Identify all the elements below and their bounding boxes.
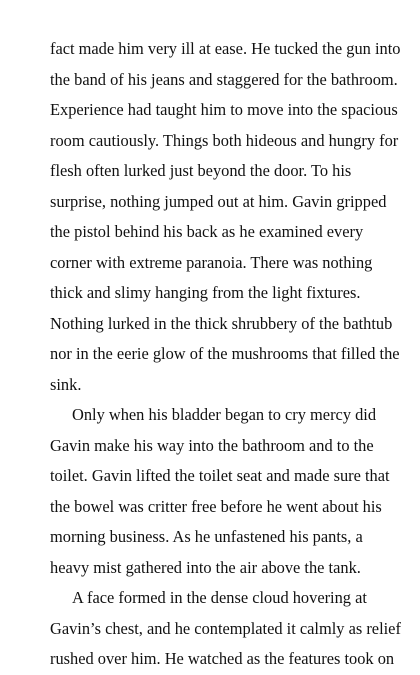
text-line: the bowel was critter free before he went about his <box>50 496 382 516</box>
text-line: surprise, nothing jumped out at him. Gavin gripped <box>50 191 387 211</box>
text-line: sink. <box>50 374 82 394</box>
text-line-indented: A face formed in the dense cloud hovering at <box>72 588 367 607</box>
text-line: Experience had taught him to move into the spacious <box>50 100 398 119</box>
text-line: Nothing lurked in the thick shrubbery of the bathtub <box>50 313 393 333</box>
text-line: corner with extreme paranoia. There was nothing <box>50 252 373 272</box>
text-line: Gavin’s chest, and he contemplated it calmly as relief <box>50 618 401 638</box>
text-line: thick and slimy hanging from the light fixtures. <box>50 283 361 302</box>
text-line: the band of his jeans and staggered for the bathroom. <box>50 69 398 89</box>
text-line: morning business. As he unfastened his pants, a <box>50 527 363 546</box>
text-line-indented: Only when his bladder began to cry mercy did <box>72 405 377 424</box>
text-line: toilet. Gavin lifted the toilet seat and made sure that <box>50 466 390 485</box>
text-line: heavy mist gathered into the air above the tank. <box>50 557 361 577</box>
text-line: flesh often lurked just beyond the door. To his <box>50 161 352 180</box>
text-line: the pistol behind his back as he examined every <box>50 222 364 241</box>
text-line: rushed over him. He watched as the features took on <box>50 649 395 668</box>
text-line: fact made him very ill at ease. He tucked the gun into <box>50 39 401 58</box>
paragraph-1 <box>50 34 401 400</box>
text-line: nor in the eerie glow of the mushrooms that filled the <box>50 344 400 363</box>
text-line: Gavin make his way into the bathroom and to the <box>50 435 374 455</box>
body-text <box>50 34 401 675</box>
paragraph-3 <box>50 583 401 675</box>
paragraph-2 <box>50 400 390 583</box>
text-line: room cautiously. Things both hideous and hungry for <box>50 130 399 150</box>
